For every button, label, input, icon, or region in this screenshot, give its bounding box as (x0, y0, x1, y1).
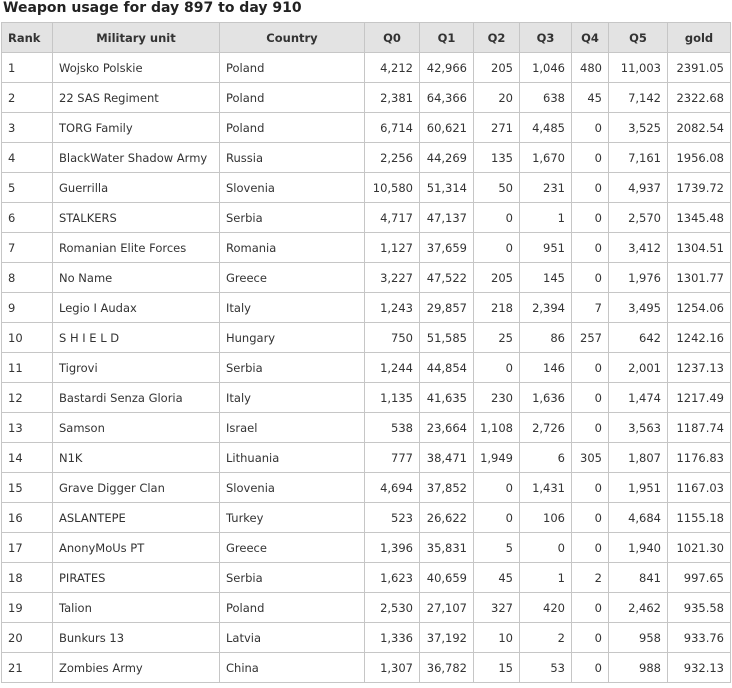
gold-cell: 1217.49 (668, 383, 731, 413)
military-unit-cell[interactable]: Wojsko Polskie (53, 53, 220, 83)
q4-cell: 0 (572, 143, 609, 173)
q0-cell: 4,717 (365, 203, 420, 233)
q2-cell: 45 (474, 563, 520, 593)
country-cell[interactable]: Romania (220, 233, 365, 263)
q4-cell: 257 (572, 323, 609, 353)
q0-cell: 538 (365, 413, 420, 443)
q0-cell: 1,623 (365, 563, 420, 593)
q3-cell: 145 (520, 263, 572, 293)
rank-cell: 18 (2, 563, 53, 593)
column-header-q0[interactable]: Q0 (365, 23, 420, 53)
column-header-q4[interactable]: Q4 (572, 23, 609, 53)
q0-cell: 2,381 (365, 83, 420, 113)
rank-cell: 20 (2, 623, 53, 653)
q4-cell: 45 (572, 83, 609, 113)
q2-cell: 1,949 (474, 443, 520, 473)
q3-cell: 1,670 (520, 143, 572, 173)
q0-cell: 1,336 (365, 623, 420, 653)
table-row (2, 413, 731, 443)
table-row (2, 143, 731, 173)
q3-cell: 0 (520, 533, 572, 563)
gold-cell: 1254.06 (668, 293, 731, 323)
q5-cell: 3,412 (609, 233, 668, 263)
country-cell[interactable]: Poland (220, 83, 365, 113)
q0-cell: 1,244 (365, 353, 420, 383)
q2-cell: 0 (474, 503, 520, 533)
q1-cell: 23,664 (420, 413, 474, 443)
column-header-q2[interactable]: Q2 (474, 23, 520, 53)
q1-cell: 51,314 (420, 173, 474, 203)
q2-cell: 0 (474, 353, 520, 383)
page-title: Weapon usage for day 897 to day 910 (3, 0, 302, 16)
q2-cell: 20 (474, 83, 520, 113)
q0-cell: 10,580 (365, 173, 420, 203)
q5-cell: 7,142 (609, 83, 668, 113)
q2-cell: 0 (474, 473, 520, 503)
rank-cell: 6 (2, 203, 53, 233)
column-header-military-unit[interactable]: Military unit (53, 23, 220, 53)
q2-cell: 271 (474, 113, 520, 143)
q5-cell: 2,570 (609, 203, 668, 233)
q0-cell: 6,714 (365, 113, 420, 143)
q4-cell: 0 (572, 503, 609, 533)
military-unit-cell[interactable]: AnonyMoUs PT (53, 533, 220, 563)
rank-cell: 13 (2, 413, 53, 443)
military-unit-cell[interactable]: Talion (53, 593, 220, 623)
country-cell[interactable]: Greece (220, 263, 365, 293)
rank-cell: 4 (2, 143, 53, 173)
q5-cell: 1,976 (609, 263, 668, 293)
rank-cell: 14 (2, 443, 53, 473)
rank-cell: 16 (2, 503, 53, 533)
country-cell[interactable]: Poland (220, 113, 365, 143)
q4-cell: 480 (572, 53, 609, 83)
table-row (2, 533, 731, 563)
column-header-q1[interactable]: Q1 (420, 23, 474, 53)
q3-cell: 86 (520, 323, 572, 353)
gold-cell: 1242.16 (668, 323, 731, 353)
gold-cell: 1237.13 (668, 353, 731, 383)
weapon-usage-table (1, 22, 731, 683)
q1-cell: 27,107 (420, 593, 474, 623)
country-cell[interactable]: Serbia (220, 563, 365, 593)
table-row (2, 443, 731, 473)
rank-cell: 7 (2, 233, 53, 263)
military-unit-cell[interactable]: STALKERS (53, 203, 220, 233)
q1-cell: 42,966 (420, 53, 474, 83)
gold-cell: 1304.51 (668, 233, 731, 263)
gold-cell: 2391.05 (668, 53, 731, 83)
q4-cell: 305 (572, 443, 609, 473)
rank-cell: 21 (2, 653, 53, 683)
table-row (2, 233, 731, 263)
military-unit-cell[interactable]: Bunkurs 13 (53, 623, 220, 653)
q1-cell: 35,831 (420, 533, 474, 563)
gold-cell: 1956.08 (668, 143, 731, 173)
q1-cell: 37,659 (420, 233, 474, 263)
q0-cell: 3,227 (365, 263, 420, 293)
country-cell[interactable]: Serbia (220, 203, 365, 233)
q2-cell: 5 (474, 533, 520, 563)
rank-cell: 10 (2, 323, 53, 353)
q0-cell: 2,256 (365, 143, 420, 173)
q5-cell: 841 (609, 563, 668, 593)
column-header-gold[interactable]: gold (668, 23, 731, 53)
q3-cell: 1 (520, 203, 572, 233)
country-cell[interactable]: Lithuania (220, 443, 365, 473)
q4-cell: 7 (572, 293, 609, 323)
military-unit-cell[interactable]: Samson (53, 413, 220, 443)
table-row (2, 593, 731, 623)
rank-cell: 19 (2, 593, 53, 623)
rank-cell: 12 (2, 383, 53, 413)
q4-cell: 0 (572, 233, 609, 263)
gold-cell: 1301.77 (668, 263, 731, 293)
gold-cell: 932.13 (668, 653, 731, 683)
q5-cell: 3,563 (609, 413, 668, 443)
country-cell[interactable]: Slovenia (220, 473, 365, 503)
q4-cell: 0 (572, 593, 609, 623)
country-cell[interactable]: Latvia (220, 623, 365, 653)
table-row (2, 323, 731, 353)
military-unit-cell[interactable]: Grave Digger Clan (53, 473, 220, 503)
q2-cell: 135 (474, 143, 520, 173)
q5-cell: 1,807 (609, 443, 668, 473)
rank-cell: 8 (2, 263, 53, 293)
military-unit-cell[interactable]: TORG Family (53, 113, 220, 143)
gold-cell: 1155.18 (668, 503, 731, 533)
table-row (2, 383, 731, 413)
q4-cell: 0 (572, 533, 609, 563)
country-cell[interactable]: Serbia (220, 353, 365, 383)
military-unit-cell[interactable]: Tigrovi (53, 353, 220, 383)
military-unit-cell[interactable]: Romanian Elite Forces (53, 233, 220, 263)
country-cell[interactable]: Italy (220, 293, 365, 323)
q5-cell: 2,001 (609, 353, 668, 383)
table-row (2, 623, 731, 653)
q2-cell: 10 (474, 623, 520, 653)
q3-cell: 951 (520, 233, 572, 263)
q1-cell: 51,585 (420, 323, 474, 353)
q3-cell: 4,485 (520, 113, 572, 143)
q5-cell: 4,937 (609, 173, 668, 203)
table-row (2, 353, 731, 383)
q3-cell: 106 (520, 503, 572, 533)
q1-cell: 40,659 (420, 563, 474, 593)
country-cell[interactable]: Israel (220, 413, 365, 443)
q4-cell: 0 (572, 653, 609, 683)
rank-cell: 15 (2, 473, 53, 503)
q3-cell: 2 (520, 623, 572, 653)
q1-cell: 60,621 (420, 113, 474, 143)
q1-cell: 36,782 (420, 653, 474, 683)
gold-cell: 935.58 (668, 593, 731, 623)
q2-cell: 25 (474, 323, 520, 353)
q3-cell: 53 (520, 653, 572, 683)
military-unit-cell[interactable]: N1K (53, 443, 220, 473)
q1-cell: 47,137 (420, 203, 474, 233)
q4-cell: 0 (572, 383, 609, 413)
military-unit-cell[interactable]: Legio I Audax (53, 293, 220, 323)
column-header-q3[interactable]: Q3 (520, 23, 572, 53)
q4-cell: 0 (572, 173, 609, 203)
q3-cell: 1,046 (520, 53, 572, 83)
q3-cell: 6 (520, 443, 572, 473)
q1-cell: 41,635 (420, 383, 474, 413)
q5-cell: 3,525 (609, 113, 668, 143)
q5-cell: 11,003 (609, 53, 668, 83)
table-header-row (2, 23, 731, 53)
country-cell[interactable]: Poland (220, 53, 365, 83)
military-unit-cell[interactable]: BlackWater Shadow Army (53, 143, 220, 173)
q4-cell: 0 (572, 623, 609, 653)
country-cell[interactable]: Russia (220, 143, 365, 173)
rank-cell: 17 (2, 533, 53, 563)
table-row (2, 473, 731, 503)
q0-cell: 750 (365, 323, 420, 353)
q0-cell: 1,243 (365, 293, 420, 323)
table-row (2, 563, 731, 593)
gold-cell: 1021.30 (668, 533, 731, 563)
q5-cell: 958 (609, 623, 668, 653)
gold-cell: 2082.54 (668, 113, 731, 143)
gold-cell: 2322.68 (668, 83, 731, 113)
gold-cell: 997.65 (668, 563, 731, 593)
table-row (2, 503, 731, 533)
q0-cell: 1,127 (365, 233, 420, 263)
rank-cell: 5 (2, 173, 53, 203)
gold-cell: 933.76 (668, 623, 731, 653)
military-unit-cell[interactable]: PIRATES (53, 563, 220, 593)
q5-cell: 4,684 (609, 503, 668, 533)
q1-cell: 47,522 (420, 263, 474, 293)
q0-cell: 4,694 (365, 473, 420, 503)
column-header-rank[interactable]: Rank (2, 23, 53, 53)
q4-cell: 2 (572, 563, 609, 593)
q5-cell: 3,495 (609, 293, 668, 323)
country-cell[interactable]: Poland (220, 593, 365, 623)
q4-cell: 0 (572, 203, 609, 233)
rank-cell: 9 (2, 293, 53, 323)
q2-cell: 15 (474, 653, 520, 683)
q4-cell: 0 (572, 413, 609, 443)
country-cell[interactable]: Slovenia (220, 173, 365, 203)
column-header-country[interactable]: Country (220, 23, 365, 53)
q5-cell: 1,474 (609, 383, 668, 413)
military-unit-cell[interactable]: ASLANTEPE (53, 503, 220, 533)
country-cell[interactable]: Turkey (220, 503, 365, 533)
q1-cell: 64,366 (420, 83, 474, 113)
q2-cell: 205 (474, 53, 520, 83)
table-row (2, 113, 731, 143)
q0-cell: 523 (365, 503, 420, 533)
table-row (2, 263, 731, 293)
q1-cell: 44,854 (420, 353, 474, 383)
table-row (2, 83, 731, 113)
q3-cell: 638 (520, 83, 572, 113)
q3-cell: 146 (520, 353, 572, 383)
q2-cell: 50 (474, 173, 520, 203)
country-cell[interactable]: China (220, 653, 365, 683)
rank-cell: 1 (2, 53, 53, 83)
q4-cell: 0 (572, 473, 609, 503)
q4-cell: 0 (572, 263, 609, 293)
country-cell[interactable]: Hungary (220, 323, 365, 353)
q3-cell: 1,431 (520, 473, 572, 503)
table-row (2, 173, 731, 203)
q5-cell: 988 (609, 653, 668, 683)
military-unit-cell[interactable]: Guerrilla (53, 173, 220, 203)
q3-cell: 1 (520, 563, 572, 593)
q0-cell: 1,135 (365, 383, 420, 413)
q1-cell: 26,622 (420, 503, 474, 533)
q2-cell: 1,108 (474, 413, 520, 443)
military-unit-cell[interactable]: Bastardi Senza Gloria (53, 383, 220, 413)
q5-cell: 1,951 (609, 473, 668, 503)
q2-cell: 205 (474, 263, 520, 293)
country-cell[interactable]: Greece (220, 533, 365, 563)
country-cell[interactable]: Italy (220, 383, 365, 413)
q4-cell: 0 (572, 113, 609, 143)
q1-cell: 37,852 (420, 473, 474, 503)
q0-cell: 1,396 (365, 533, 420, 563)
q0-cell: 4,212 (365, 53, 420, 83)
q0-cell: 2,530 (365, 593, 420, 623)
military-unit-cell[interactable]: No Name (53, 263, 220, 293)
table-row (2, 293, 731, 323)
q2-cell: 0 (474, 203, 520, 233)
q0-cell: 777 (365, 443, 420, 473)
q1-cell: 44,269 (420, 143, 474, 173)
q3-cell: 2,394 (520, 293, 572, 323)
military-unit-cell[interactable]: 22 SAS Regiment (53, 83, 220, 113)
q1-cell: 37,192 (420, 623, 474, 653)
military-unit-cell[interactable]: Zombies Army (53, 653, 220, 683)
gold-cell: 1345.48 (668, 203, 731, 233)
q1-cell: 29,857 (420, 293, 474, 323)
q5-cell: 2,462 (609, 593, 668, 623)
q2-cell: 327 (474, 593, 520, 623)
gold-cell: 1167.03 (668, 473, 731, 503)
column-header-q5[interactable]: Q5 (609, 23, 668, 53)
rank-cell: 2 (2, 83, 53, 113)
gold-cell: 1187.74 (668, 413, 731, 443)
q2-cell: 0 (474, 233, 520, 263)
q0-cell: 1,307 (365, 653, 420, 683)
gold-cell: 1739.72 (668, 173, 731, 203)
q3-cell: 1,636 (520, 383, 572, 413)
q5-cell: 642 (609, 323, 668, 353)
rank-cell: 3 (2, 113, 53, 143)
gold-cell: 1176.83 (668, 443, 731, 473)
q3-cell: 231 (520, 173, 572, 203)
q2-cell: 230 (474, 383, 520, 413)
q5-cell: 1,940 (609, 533, 668, 563)
table-row (2, 203, 731, 233)
table-row (2, 653, 731, 683)
rank-cell: 11 (2, 353, 53, 383)
q1-cell: 38,471 (420, 443, 474, 473)
q3-cell: 420 (520, 593, 572, 623)
q2-cell: 218 (474, 293, 520, 323)
table-body (2, 53, 731, 683)
table-row (2, 53, 731, 83)
military-unit-cell[interactable]: S H I E L D (53, 323, 220, 353)
q5-cell: 7,161 (609, 143, 668, 173)
q3-cell: 2,726 (520, 413, 572, 443)
q4-cell: 0 (572, 353, 609, 383)
